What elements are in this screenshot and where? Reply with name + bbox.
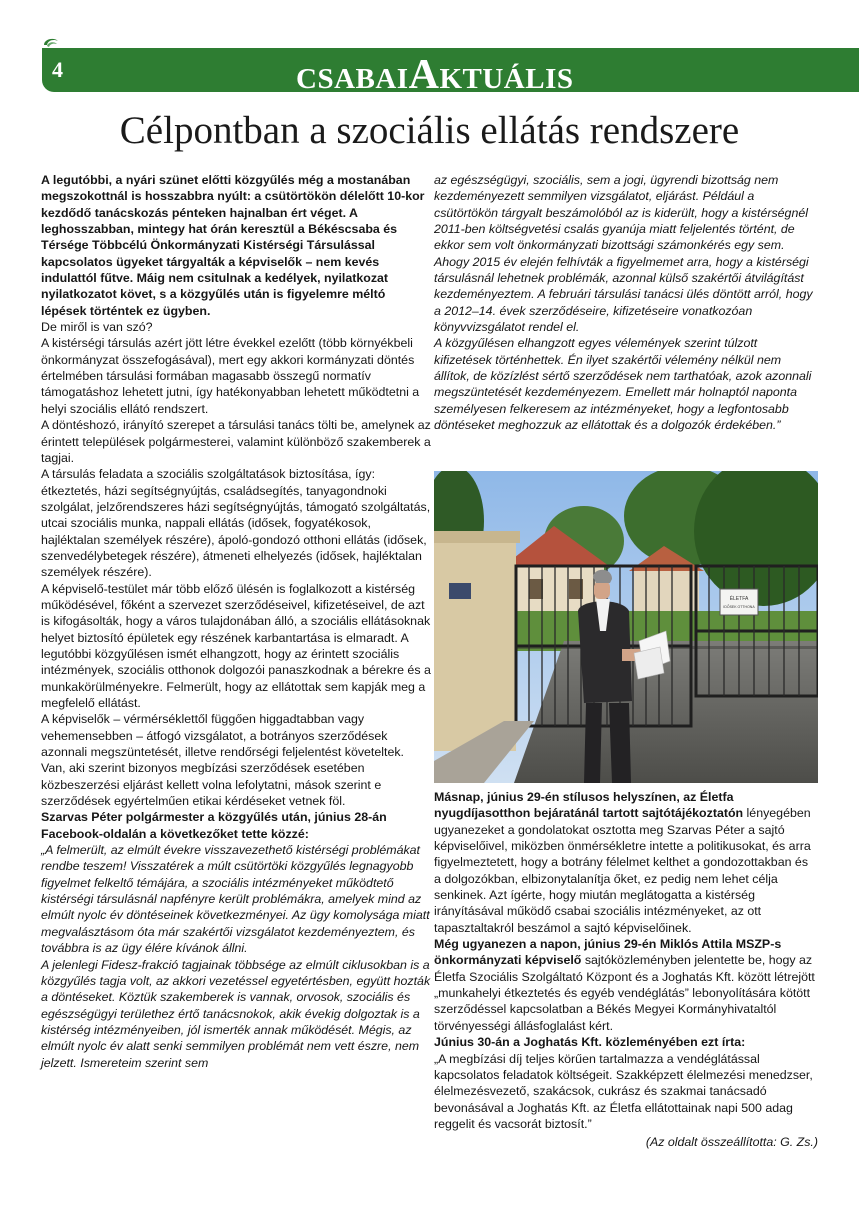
article-paragraph: A társulás feladata a szociális szolgáltatások biztosítása, így: étkeztetés, házi segítségnyújtás, családsegítés, tanyagondnoki szolgálat, jelzőrendszeres házi segítségnyújtás, támogató szolgáltatás, utcai szociális munka, nappali ellátás (idősek, fogyatékosok, hajléktalan személyek részére), ápoló-gondozó otthoni ellátás (idősek, szenvedélybetegek részére), átmeneti elhelyezés (idősek, hajléktalan személyek részére). xyxy=(41,467,431,580)
article-right-column-top xyxy=(434,172,818,434)
article-paragraph xyxy=(434,1051,818,1133)
paragraph-segment: sajtóközleményben jelentette be, hogy az Életfa Szociális Szolgáltató Központ és a Joghatás Kft. között létrejött „munkahelyi étkeztetés és egyéb vendéglátás” lebonyolítására kötött szerződéssel kapcsolatban a Békés Megyei Kormányhivataltól törvényességi állásfoglalást kért. xyxy=(434,953,815,1033)
gate-sign-line1: ÉLETFA xyxy=(729,596,749,602)
article-paragraph: „A felmerült, az elmúlt évekre visszavezethető kistérségi problémákat rendbe teszem! Visszatérek a múlt csütörtöki közgyűlés legnagyobb figyelmet felkeltő témájára, a szociális intézményeket működtető kistérségi társulásnál napfényre került problémákra, amelyek mind az elmúlt nyolc év döntéseinek következményei. Az ügy komolysága miatt megvalásztásom óta már szakértői vizsgálatot kezdeményeztem, és továbbra is az ügy élére kívánok állni. xyxy=(41,843,430,956)
article-paragraph xyxy=(434,936,818,1034)
paragraph-segment: lényegében ugyanezeket a gondolatokat osztotta meg Szarvas Péter a sajtó képviselőivel, miközben önmérsékletre intette a politikusokat, és arra figyelmeztetett, hogy a botrány félelmet kelthet a gondozottakban és a dolgozókban, elbizonytalanítja őket, ez pedig nem lehet célja senkinek. Azt ígérte, hogy miután meglátogatta a kistérség irányításával működő csabai szociális intézményeket, az ott tapasztaltakról beszámol a sajtó képviselőinek. xyxy=(434,806,811,935)
page-number: 4 xyxy=(52,57,63,82)
article-paragraph: Szarvas Péter polgármester a közgyűlés után, június 28-án Facebook-oldalán a következőket tette közzé: xyxy=(41,810,387,841)
article-paragraph: A kistérségi társulás azért jött létre évekkel ezelőtt (több környékbeli önkormányzat összefogásával), mert egy akkori kormányzati döntés értelmében társulási formában magasabb összegű normatív támogatáshoz lehetett jutni, így hatékonyabban lehetett működtetni a helyi szociális ellátó rendszert. xyxy=(41,336,420,416)
magazine-title xyxy=(296,51,573,99)
article-paragraph: A közgyűlésen elhangzott egyes vélemények szerint túlzott kifizetések történhettek. Én ilyet szakértői vélemény nélkül nem állítok, de közízlést sértő szerződések nem tarthatóak, azok azonnali megszüntetését kezdeményezem. Emellett már holnaptól naponta személyesen felkeresem az intézményeket, hogy a legfontosabb döntéseket meghozzuk az ellátottak és a dolgozók érdekében.” xyxy=(434,336,812,433)
article-paragraph xyxy=(434,789,818,936)
article-paragraph: A jelenlegi Fidesz-frakció tagjainak többsége az elmúlt ciklusokban is a közgyűlés tagja volt, az akkori vezetéssel egyetértésben, együtt hozták a döntéseket. Köztük szakemberek is vannak, orvosok, szociális és egészségügyi területhez értő tanácsnokok, akik évekig dolgoztak is a kistérség intézményeiben, jól ismerték annak működését. Mégis, az elmúlt nyolc év alatt senki semmilyen problémát nem vett észre, nem jelzett. Ismereteim szerint sem xyxy=(41,957,431,1070)
swirl-logo-icon xyxy=(42,36,60,48)
article-paragraph: A döntéshozó, irányító szerepet a társulási tanács tölti be, amelynek az érintett települések polgármesterei, valamint különböző szakemberek a tagjai. xyxy=(41,418,431,465)
article-paragraph: A legutóbbi, a nyári szünet előtti közgyűlés még a mostanában megszokottnál is hosszabbra nyúlt: a csütörtökön délelőtt 10-kor kezdődő tanácskozás pénteken hajnalban ért véget. A leghosszabban, mintegy hat órán keresztül a Békéscsaba és Térsége Többcélú Önkormányzati Kistérségi Társulással kapcsolatos ügyeket tárgyalták a képviselők – nem kevés indulattól fűtve. Máig nem csitulnak a kedélyek, nyilatkozat nyilatkozatot követ, s a közgyűlés után is figyelemre méltó lépések történtek ez ügyben. xyxy=(41,173,425,318)
magazine-title-part2: KTUÁLIS xyxy=(439,63,574,95)
paragraph-segment: „A megbízási díj teljes körűen tartalmazza a vendéglátással kapcsolatos feladatok költségeit. Szakképzett élelmezési menedzser, élelmezésvezető, szakácsok, cukrász és szakmai tanácsadó bevonásával a Joghatás Kft. az Életfa ellátottainak napi 500 adag reggelit és vacsorát biztosít.” xyxy=(434,1051,813,1131)
article-paragraph: Ahogy 2015 év elején felhívták a figyelmemet arra, hogy a kistérségi társulásnál lehetnek problémák, azonnal külső szakértői átvilágítást kezdeményeztem. A februári társulási tanácsi ülés döntött arról, hogy a 2012–14. évek szerződéseire, kifizetéseire vonatkozóan könyvvizsgálatot rendel el. xyxy=(434,254,813,335)
article-paragraph: az egészségügyi, szociális, sem a jogi, ügyrendi bizottság nem kezdeményezett semmilyen vizsgálatot, eljárást. Például a csütörtökön tárgyalt beszámolóból az is kiderült, hogy a kistérségnél 2011-ben költségvetési csalás gyanúja miatt feljelentés történt, de ekkor sem volt önkormányzati bizottsági számonkérés egy sem. xyxy=(434,173,808,253)
article-right-column-bottom xyxy=(434,789,818,1151)
magazine-title-initial: A xyxy=(408,52,440,98)
article-headline: Célpontban a szociális ellátás rendszere xyxy=(119,109,740,152)
gate-sign-line2: IDŐSEK OTTHONA xyxy=(723,605,755,609)
article-paragraph: De miről is van szó? xyxy=(41,320,153,335)
article-left-column xyxy=(41,172,431,1071)
paragraph-segment: Június 30-án a Joghatás Kft. közleményében ezt írta: xyxy=(434,1035,746,1050)
article-paragraph: A képviselő-testület már több előző ülésén is foglalkozott a kistérség működésével, főként a szervezet szerződéseivel, kifizetéseivel, de azt is kifogásolták, hogy a város tulajdonában álló, a szociális ellátásoknak helyet biztosító épületek egy részének karbantartása is elmaradt. A legutóbbi közgyűlésen ismét elhangzott, hogy az érintett szociális intézmények, szociális otthonok dolgozói panaszkodnak a bérekre és a munkakörülményekre. Felmerült, hogy az ellátottak sem kapják meg a megfelelő ellátást. xyxy=(41,581,431,710)
article-credit: (Az oldalt összeállította: G. Zs.) xyxy=(645,1135,818,1150)
magazine-title-part1: CSABAI xyxy=(296,63,409,95)
press-conference-photo xyxy=(434,471,818,783)
paragraph-segment: Még ugyanezen a napon, június 29-én Miklós Attila MSZP-s önkormányzati képviselő xyxy=(434,937,782,968)
paragraph-segment: Másnap, június 29-én stílusos helyszínen, az Életfa nyugdíjasotthon bejáratánál tartott sajtótájékoztatón xyxy=(434,790,744,821)
article-paragraph xyxy=(434,1034,818,1050)
article-paragraph: A képviselők – vérmérséklettől függően higgadtabban vagy vehemensebben – átfogó vizsgálatot, a botrányos szerződések azonnali megszüntetését, illetve rendőrségi feljelentést követeltek. Van, aki szerint bizonyos megbízási szerződések esetében közbeszerzési eljárást kellett volna lefolytatni, mások szerint e szerződések egyértelműen etikai kérdéseket vetnek föl. xyxy=(41,712,404,809)
